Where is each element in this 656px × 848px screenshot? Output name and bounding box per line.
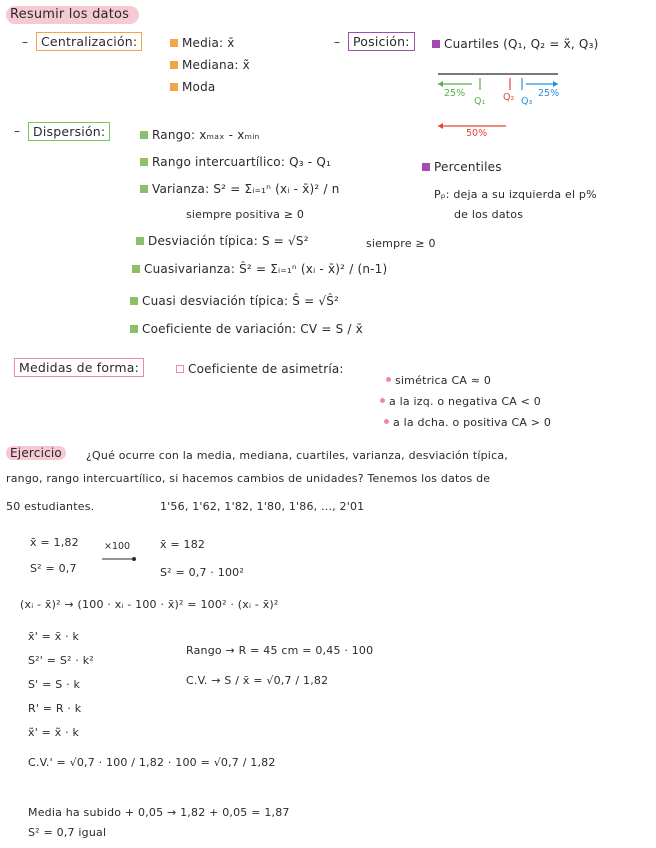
rule-median: x̃' = x̃ · k bbox=[28, 726, 80, 739]
pink-dot-icon bbox=[384, 419, 389, 424]
purple-square-icon bbox=[422, 163, 430, 171]
rule-var: S²' = S² · k² bbox=[28, 654, 94, 667]
coeficiente-asimetria: Coeficiente de asimetría: bbox=[176, 362, 344, 376]
orange-square-icon bbox=[170, 61, 178, 69]
ejercicio-datos: 1'56, 1'62, 1'82, 1'80, 1'86, ..., 2'01 bbox=[160, 500, 365, 513]
p25-right-label: 25% bbox=[538, 88, 560, 99]
centralizacion-label: Centralización: bbox=[36, 32, 142, 51]
q1-label: Q₁ bbox=[474, 96, 486, 107]
cuasivarianza-item: Cuasivarianza: Ŝ² = Σᵢ₌₁ⁿ (xᵢ - x̄)² / (n-1) bbox=[132, 262, 387, 276]
left-arrow-icon bbox=[438, 81, 443, 87]
green-square-icon bbox=[136, 237, 144, 245]
asimetria-positiva: a la dcha. o positiva CA > 0 bbox=[384, 416, 551, 429]
bullet-dash: – bbox=[14, 124, 20, 138]
var-new-value: S² = 0,7 · 100² bbox=[160, 566, 244, 579]
rango-rule: Rango → R = 45 cm = 0,45 · 100 bbox=[186, 644, 374, 657]
mediana-item: Mediana: x̃ bbox=[170, 58, 250, 72]
q3-label: Q₃ bbox=[521, 96, 533, 107]
asimetria-negativa: a la izq. o negativa CA < 0 bbox=[380, 395, 541, 408]
dispersion-label: Dispersión: bbox=[28, 122, 110, 141]
desviacion-item: Desviación típica: S = √S² bbox=[136, 234, 309, 248]
green-square-icon bbox=[140, 131, 148, 139]
percentiles-desc-1: Pₚ: deja a su izquierda el p% bbox=[434, 188, 597, 201]
varianza-item: Varianza: S² = Σᵢ₌₁ⁿ (xᵢ - x̄)² / n bbox=[140, 182, 340, 196]
asimetria-simetrica: simétrica CA ≈ 0 bbox=[386, 374, 491, 387]
bullet-dash: – bbox=[334, 35, 340, 49]
rule-range: R' = R · k bbox=[28, 702, 82, 715]
p50-label: 50% bbox=[466, 128, 488, 139]
orange-square-icon bbox=[170, 39, 178, 47]
media-sube: Media ha subido + 0,05 → 1,82 + 0,05 = 1,87 bbox=[28, 806, 290, 819]
green-square-icon bbox=[132, 265, 140, 273]
pink-dot-icon bbox=[380, 398, 385, 403]
var-value: S² = 0,7 bbox=[30, 562, 77, 575]
mean-value: x̄ = 1,82 bbox=[30, 536, 79, 549]
bullet-dash: – bbox=[22, 35, 28, 49]
cv-prime: C.V.' = √0,7 · 100 / 1,82 · 100 = √0,7 / 1,82 bbox=[28, 756, 276, 769]
rango-inter-item: Rango intercuartílico: Q₃ - Q₁ bbox=[140, 155, 331, 169]
cv-rule: C.V. → S / x̄ = √0,7 / 1,82 bbox=[186, 674, 329, 687]
cuasi-desviacion-item: Cuasi desviación típica: Ŝ = √Ŝ² bbox=[130, 294, 339, 308]
purple-square-icon bbox=[432, 40, 440, 48]
scale-arrow bbox=[100, 554, 140, 564]
pink-dot-icon bbox=[386, 377, 391, 382]
orange-square-icon bbox=[170, 83, 178, 91]
green-square-icon bbox=[130, 325, 138, 333]
forma-label: Medidas de forma: bbox=[14, 358, 144, 377]
pink-square-icon bbox=[176, 365, 184, 373]
ejercicio-line-3: 50 estudiantes. bbox=[6, 500, 95, 513]
transform-equation: (xᵢ - x̄)² → (100 · xᵢ - 100 · x̄)² = 100² · (xᵢ - x̄)² bbox=[20, 598, 279, 611]
ejercicio-line-2: rango, rango intercuartílico, si hacemos cambios de unidades? Tenemos los datos de bbox=[6, 472, 491, 485]
rango-item: Rango: xₘₐₓ - xₘᵢₙ bbox=[140, 128, 260, 142]
ejercicio-label: Ejercicio bbox=[6, 446, 66, 460]
p25-left-label: 25% bbox=[444, 88, 466, 99]
right-arrow-icon bbox=[553, 81, 558, 87]
half-arrow-icon bbox=[438, 123, 443, 129]
arrow-head-icon bbox=[132, 557, 136, 561]
percentiles-desc-2: de los datos bbox=[454, 208, 524, 221]
posicion-label: Posición: bbox=[348, 32, 415, 51]
moda-item: Moda bbox=[170, 80, 215, 94]
cuartiles-item: Cuartiles (Q₁, Q₂ = x̃, Q₃) bbox=[432, 37, 598, 51]
percentiles-item: Percentiles bbox=[422, 160, 502, 174]
ejercicio-line-1: ¿Qué ocurre con la media, mediana, cuartiles, varianza, desviación típica, bbox=[86, 449, 508, 462]
var-igual: S² = 0,7 igual bbox=[28, 826, 107, 839]
mean-new-value: x̄ = 182 bbox=[160, 538, 206, 551]
green-square-icon bbox=[130, 297, 138, 305]
q2-label: Q₂ bbox=[503, 92, 515, 103]
page-title: Resumir los datos bbox=[6, 6, 139, 24]
scale-arrow-label: ×100 bbox=[104, 541, 131, 552]
varianza-note: siempre positiva ≥ 0 bbox=[186, 208, 305, 221]
green-square-icon bbox=[140, 185, 148, 193]
rule-mean: x̄' = x̄ · k bbox=[28, 630, 80, 643]
media-item: Media: x̄ bbox=[170, 36, 235, 50]
rule-sd: S' = S · k bbox=[28, 678, 81, 691]
desviacion-note: siempre ≥ 0 bbox=[366, 237, 436, 250]
green-square-icon bbox=[140, 158, 148, 166]
coeficiente-variacion-item: Coeficiente de variación: CV = S / x̄ bbox=[130, 322, 363, 336]
quartile-diagram bbox=[430, 68, 570, 138]
